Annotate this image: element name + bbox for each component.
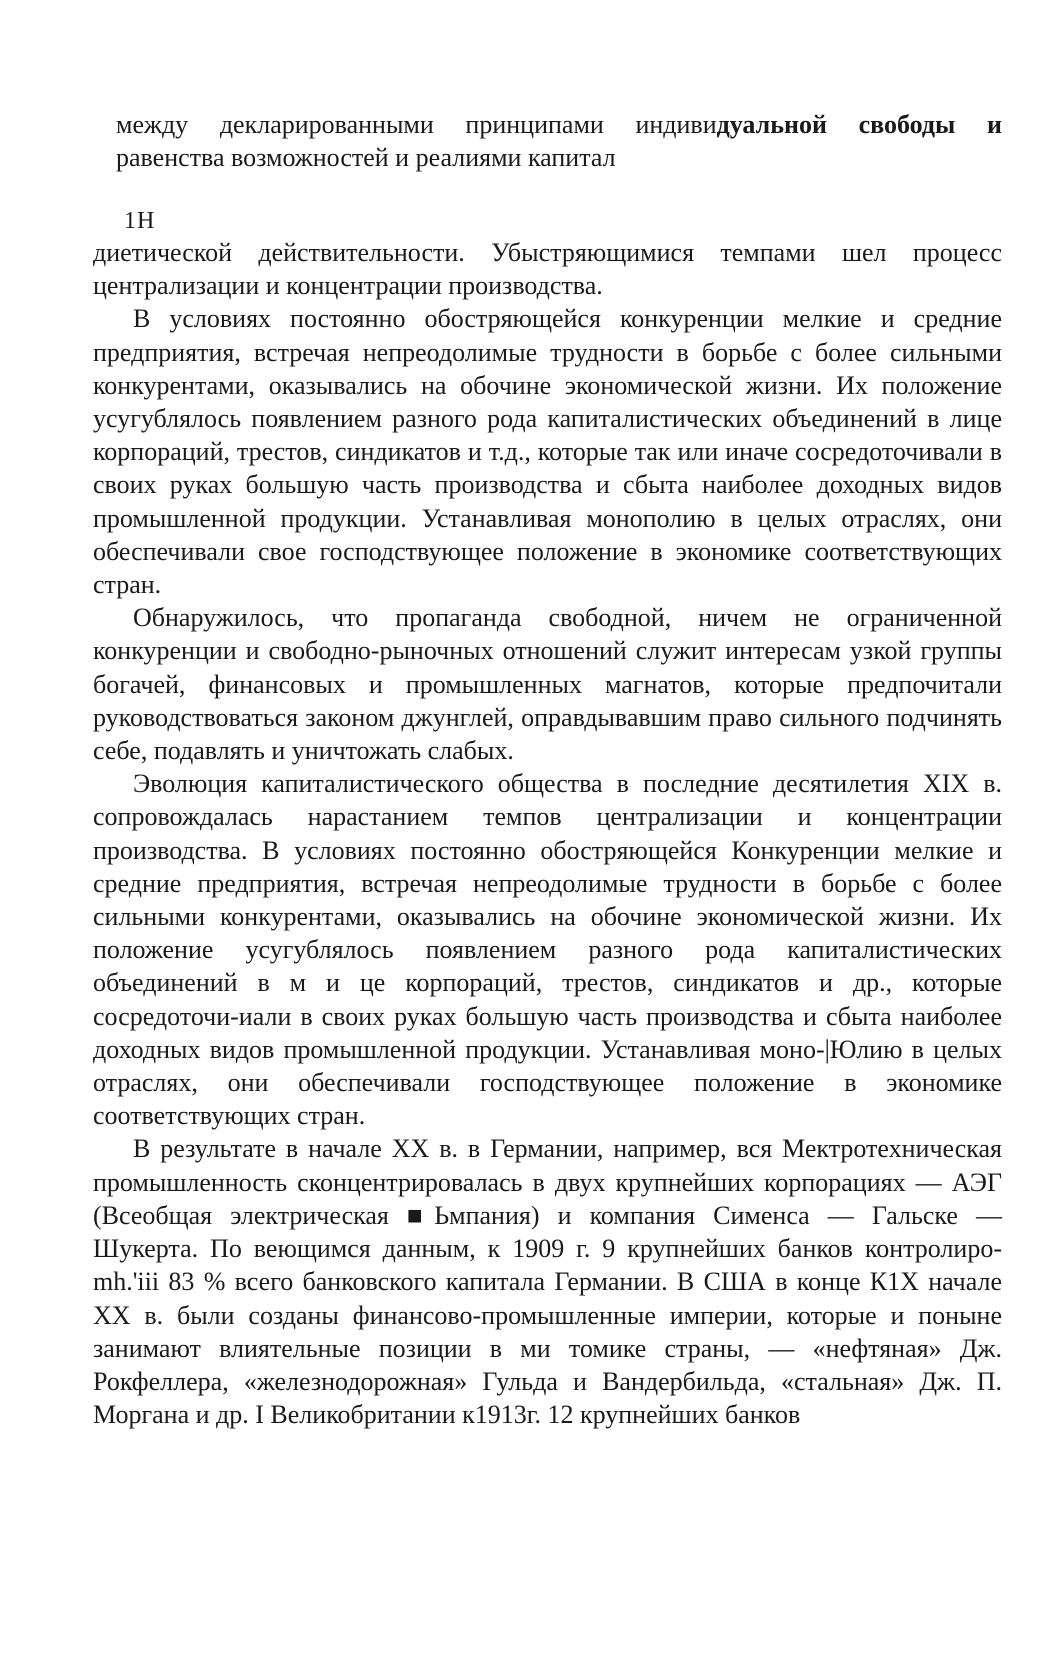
body-text [93,236,1002,1431]
paragraph-5: В результате в начале XX в. в Германии, например, вся Мектротехническая промышленность сконцентрировалась в двух крупнейших корпорациях — АЭГ (Всеобщая электрическая ■Ьмпания) и компания Сименса — Гальске — Шукерта. По веющимся данным, к 1909 г. 9 крупнейших банков контролиро-mh.'iii 83 % всего банковского капитала Германии. В США в конце К1Х начале XX в. были созданы финансово-промышленные империи, которые и поныне занимают влиятельные позиции в ми томике страны, — «нефтяная» Дж. Рокфеллера, «железнодорожная» Гульда и Вандербильда, «стальная» Дж. П. Моргана и др. I Великобритании к1913г. 12 крупнейших банков [93,1134,1002,1430]
paragraph-3: Обнаружилось, что пропаганда свободной, ничем не ограниченной конкуренции и свободно-рыночных отношений служит интересам узкой группы богачей, финансовых и промышленных магнатов, которые предпочитали руководствоваться законом джунглей, оправдывавшим право сильного подчинять себе, подавлять и уничтожать слабых. [93,603,1002,766]
top-line-2: равенства возможностей и реалиями капитал [116,143,616,172]
paragraph-2: В условиях постоянно обостряющейся конкуренции мелкие и средние предприятия, встречая непреодолимые трудности в борьбе с более сильными конкурентами, оказывались на обочине экономической жизни. Их положение усугублялось появлением разного рода капиталистических объединений в лице корпораций, трестов, синдикатов и т.д., которые так или иначе сосредоточивали в своих руках большую часть производства и сбыта наиболее доходных видов промышленной продукции. Устанавливая монополию в целых отраслях, они обеспечивали свое господствующее положение в экономике соответствующих стран. [93,304,1002,600]
paragraph-1: диетической действительности. Убыстряющимися темпами шел процесс централизации и концентрации производства. [93,238,1002,301]
top-line-1 [116,108,1002,141]
top-line-1-regular: между декларированными принципами индиви [116,110,717,139]
top-line-1-bold: дуальной свободы и [716,110,1002,139]
paragraph-4: Эволюция капиталистического общества в последние десятилетия XIX в. сопровождалась нарастанием темпов централизации и концентрации производства. В условиях постоянно обостряющейся Конкуренции мелкие и средние предприятия, встречая непреодолимые трудности в борьбе с более сильными конкурентами, оказывались на обочине экономической жизни. Их положение усугублялось появлением разного рода капиталистических объединений в м и це корпораций, трестов, синдикатов и др., которые сосредоточи-иали в своих руках большую часть производства и сбыта наиболее доходных видов промышленной продукции. Устанавливая моно-|Юлию в целых отраслях, они обеспечивали господствующее положение в экономике соответствующих стран. [93,769,1002,1131]
page-mark: 1Н [124,208,156,234]
